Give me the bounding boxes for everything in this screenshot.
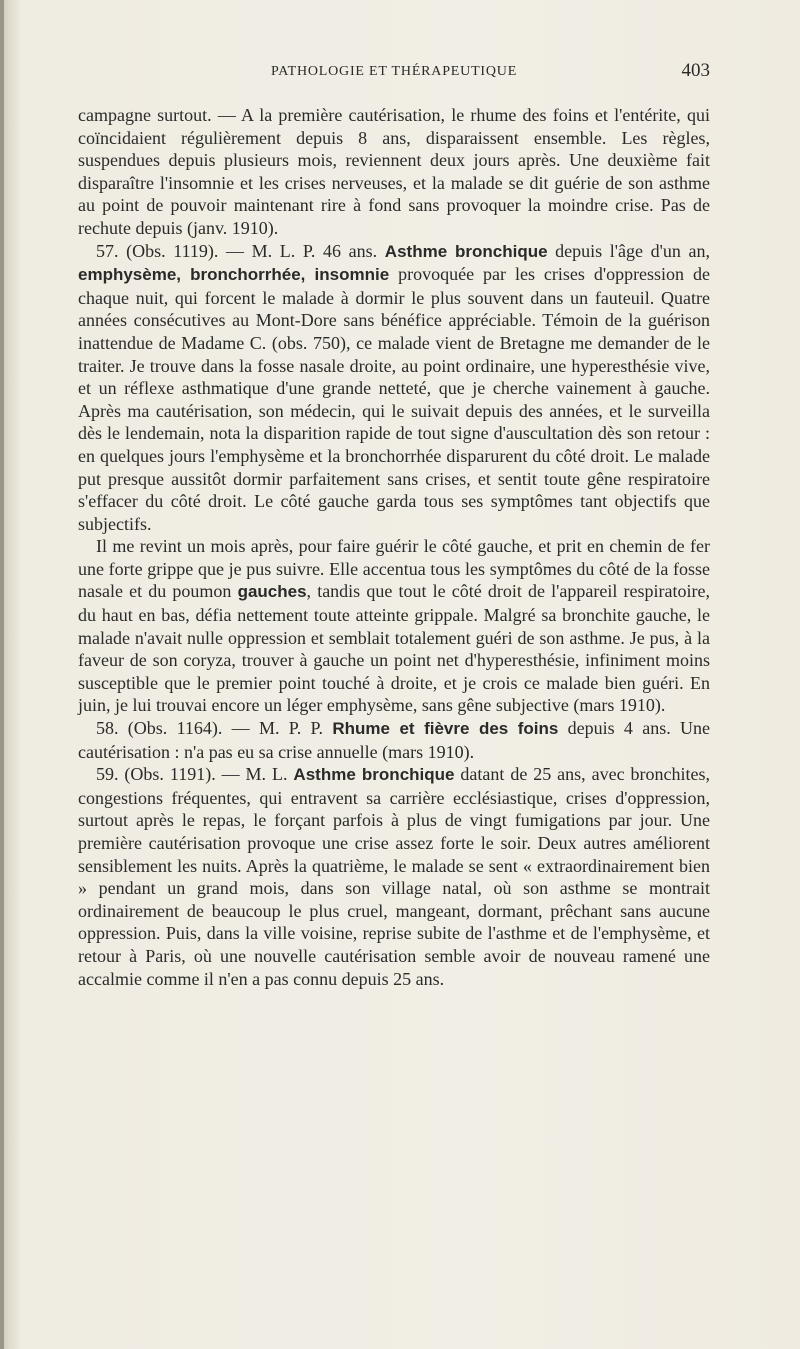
bold-term: Asthme bronchique <box>384 241 548 261</box>
paragraph-obs-57-continued <box>78 535 710 717</box>
paragraph-obs-57 <box>78 240 710 536</box>
text-run: campagne surtout. — A la première cautérisation, le rhume des foins et l'entérite, qui coïncidaient régulièrement depuis 8 ans, disparaissent ensemble. Les règles, suspendues depuis plusieurs mois, reviennent deux jours après. Une deuxième fait disparaître l'insomnie et les crises nerveuses, et la malade se dit guérie de son asthme au point de pouvoir maintenant rire à fond sans provoquer la moindre crise. Pas de rechute depuis (janv. 1910). <box>78 105 710 238</box>
paragraph-obs-59 <box>78 763 710 990</box>
paragraph-continuation <box>78 104 710 240</box>
text-run: 59. (Obs. 1191). — M. L. <box>96 764 294 785</box>
page-gutter-shadow <box>0 0 4 1349</box>
text-run: depuis 4 ans. Une cautérisation : n'a pas eu sa crise annuelle (mars 1910). <box>78 718 710 762</box>
text-run: depuis l'âge d'un an, <box>547 240 710 261</box>
text-run: Il me revint un mois après, pour faire guérir le côté gauche, et prit en chemin de fer une forte grippe que je pus suivre. Elle accentua tous les symptômes du côté de la fosse nasale et du poumon <box>78 536 710 602</box>
text-run: datant de 25 ans, avec bronchites, congestions fréquentes, qui entravent sa carrière ecclésiastique, crises d'oppression, surtout après le repas, le forçant parfois à plus de vingt fumigations par jour. Une première cautérisation provoque une crise assez forte le soir. Deux autres améliorent sensiblement les nuits. Après la quatrième, le malade se sent « extraordinairement bien » pendant un grand mois, dans son village natal, où son asthme se montrait ordinairement de beaucoup le plus cruel, mangeant, dormant, prêchant sans aucune oppression. Puis, dans la ville voisine, reprise subite de l'asthme et de l'emphysème, et retour à Paris, où une nouvelle cautérisation semble avoir de nouveau ramené une accalmie comme il n'en a pas connu depuis 25 ans. <box>78 764 710 989</box>
bold-term: emphysème, bronchorrhée, insomnie <box>78 265 390 285</box>
page-number: 403 <box>681 60 710 81</box>
text-run: provoquée par les crises d'oppression de chaque nuit, qui forcent le malade à dormir le plus souvent dans un fauteuil. Quatre années consécutives au Mont-Dore sans bénéfice appréciable. Témoin de la guérison inattendue de Madame C. (obs. 750), ce malade vient de Bretagne me demander de le traiter. Je trouve dans la fosse nasale droite, au point ordinaire, une hyperesthésie vive, et un réflexe asthmatique d'une grande netteté, que je cherche vainement à gauche. Après ma cautérisation, son médecin, qui le suivait depuis des années, et le surveilla dès le lendemain, nota la disparition rapide de tout signe d'auscultation dès son retour : en quelques jours l'emphysème et la bronchorrhée disparurent du côté droit. Le malade put presque aussitôt dormir parfaitement sans crises, et sentit toute gêne respiratoire s'effacer du côté droit. Le côté gauche garda tous ses symptômes tant objectifs que subjectifs. <box>78 264 710 534</box>
body-text <box>78 104 710 990</box>
text-run: 57. (Obs. 1119). — M. L. P. 46 ans. <box>96 240 385 261</box>
running-title: PATHOLOGIE ET THÉRAPEUTIQUE <box>270 64 518 79</box>
bold-term: Asthme bronchique <box>293 765 455 785</box>
text-run: , tandis que tout le côté droit de l'appareil respiratoire, du haut en bas, défia nettement toute atteinte grippale. Malgré sa bronchite gauche, le malade n'avait nulle oppression et semblait totalement guéri de son asthme. Je pus, à la faveur de son coryza, trouver à gauche un point net d'hyperesthésie, infiniment moins susceptible que le premier point touché à droite, et je crois ce malade bien guéri. En juin, je lui trouvai encore un léger emphysème, sans gêne subjective (mars 1910). <box>78 581 710 716</box>
paragraph-obs-58 <box>78 717 710 763</box>
page-header <box>78 60 710 84</box>
bold-term: Rhume et fièvre des foins <box>332 719 559 739</box>
text-run: 58. (Obs. 1164). — M. P. P. <box>96 718 333 739</box>
bold-term: gauches <box>237 582 307 602</box>
